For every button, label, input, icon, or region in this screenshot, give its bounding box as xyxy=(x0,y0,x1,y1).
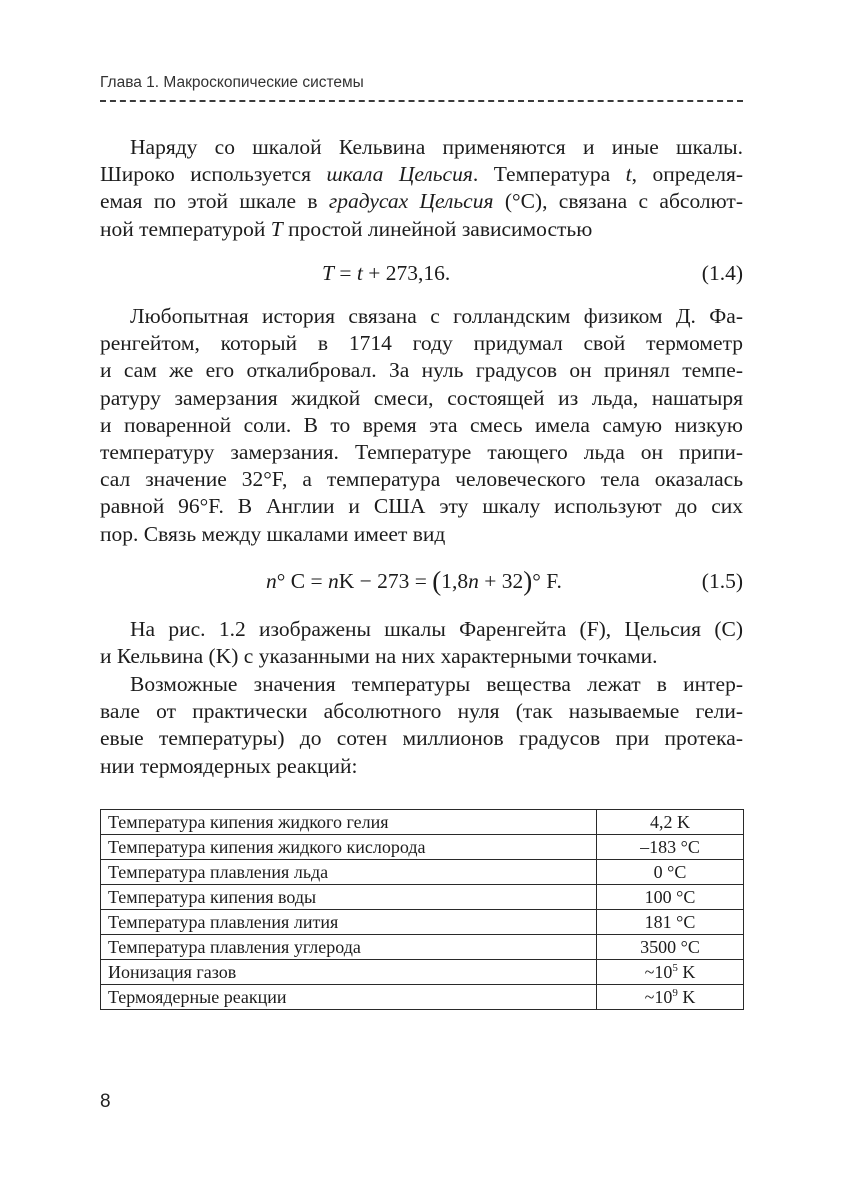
table-cell-value xyxy=(597,985,744,1010)
table-cell-label: Температура плавления льда xyxy=(101,860,597,885)
text-line: Любопытная история связана с голландским физиком Д. Фа- xyxy=(130,304,743,328)
text-line: температуру замерзания. Температуре тающего льда он припи- xyxy=(100,440,743,465)
text-run: емая по этой шкале в xyxy=(100,189,329,214)
equation-number: (1.4) xyxy=(701,261,743,285)
text-line: ренгейтом, который в 1714 году придумал свой термометр xyxy=(100,331,743,356)
text-run: ной температурой xyxy=(100,216,271,241)
table-cell-value: 0 °C xyxy=(597,860,744,885)
value-exponent: 5 xyxy=(672,962,678,974)
table-cell-value: 4,2 K xyxy=(597,810,744,835)
formula-expression xyxy=(322,258,450,288)
variable: n xyxy=(327,569,339,593)
text-line: пор. Связь между шкалами имеет вид xyxy=(100,521,446,546)
variable: T xyxy=(270,216,283,241)
table-row xyxy=(101,960,744,985)
paren: ( xyxy=(432,566,442,596)
running-header: Глава 1. Макроскопические системы xyxy=(100,74,364,91)
text-line: нии термоядерных реакций: xyxy=(100,753,358,778)
table-cell-value: –183 °C xyxy=(597,835,744,860)
formula-part: ° C = xyxy=(276,569,328,593)
temperature-table xyxy=(100,809,744,1010)
table-cell-label: Температура плавления углерода xyxy=(101,935,597,960)
variable: t xyxy=(625,162,632,187)
table-cell-value: 100 °C xyxy=(597,885,744,910)
table-cell-value: 3500 °C xyxy=(597,935,744,960)
table-cell-label: Температура плавления лития xyxy=(101,910,597,935)
text-line: и сам же его откалибровал. За нуль градусов он принял темпе- xyxy=(100,358,743,383)
paragraph-figure-ref xyxy=(100,616,743,670)
text-line: и Кельвина (K) с указанными на них характерными точками. xyxy=(100,644,658,669)
table-row xyxy=(101,910,744,935)
text-line: вале от практически абсолютного нуля (так называемые гели- xyxy=(100,699,743,724)
formula-1-5 xyxy=(100,566,743,596)
variable: t xyxy=(356,261,363,285)
formula-part: 1,8 xyxy=(441,569,469,593)
text-line: евые температуры) до сотен миллионов градусов при протека- xyxy=(100,726,743,751)
emphasis-term: градусах Цельсия xyxy=(328,189,494,214)
table-row xyxy=(101,885,744,910)
value-base: ~10 xyxy=(644,987,673,1007)
formula-part: + 32 xyxy=(478,569,524,593)
formula-part: = xyxy=(333,261,357,285)
paragraph-fahrenheit xyxy=(100,303,743,548)
equation-number: (1.5) xyxy=(701,569,743,593)
variable: T xyxy=(322,261,334,285)
text-run: , определя- xyxy=(631,162,744,187)
text-run: . Температура xyxy=(472,162,626,187)
text-line: Возможные значения температуры вещества лежат в интер- xyxy=(130,672,743,696)
text-line: ратуру замерзания жидкой смеси, состоящей из льда, нашатыря xyxy=(100,385,743,410)
paren: ) xyxy=(523,566,533,596)
text-line xyxy=(100,188,743,215)
text-line: равной 96°F. В Англии и США эту шкалу используют до сих xyxy=(100,494,743,519)
text-line: и поваренной соли. В то время эта смесь имела самую низкую xyxy=(100,412,743,437)
formula-part: + 273,16. xyxy=(362,261,451,285)
table-row xyxy=(101,810,744,835)
table-cell-label: Температура кипения жидкого гелия xyxy=(101,810,597,835)
table-cell-label: Температура кипения воды xyxy=(101,885,597,910)
text-run: (°C), связана с абсолют- xyxy=(493,189,743,214)
emphasis-term: шкала Цельсия xyxy=(326,162,473,187)
page-number: 8 xyxy=(100,1091,111,1112)
text-line: сал значение 32°F, а температура человеческого тела оказалась xyxy=(100,467,743,492)
table-row xyxy=(101,835,744,860)
formula-expression xyxy=(266,566,562,596)
table-row xyxy=(101,860,744,885)
text-line xyxy=(100,216,743,243)
variable: n xyxy=(266,569,277,593)
table-cell-label: Термоядерные реакции xyxy=(101,985,597,1010)
value-exponent: 9 xyxy=(672,987,678,999)
formula-part: ° F. xyxy=(532,569,562,593)
table-row xyxy=(101,935,744,960)
text-line: Наряду со шкалой Кельвина применяются и иные шкалы. xyxy=(130,135,743,159)
table-cell-label: Температура кипения жидкого кислорода xyxy=(101,835,597,860)
table-row xyxy=(101,985,744,1010)
value-unit: K xyxy=(677,962,696,982)
text-line xyxy=(100,161,743,188)
text-run: простой линейной зависимостью xyxy=(282,216,593,241)
table-cell-label: Ионизация газов xyxy=(101,960,597,985)
value-base: ~10 xyxy=(644,962,673,982)
text-line: На рис. 1.2 изображены шкалы Фаренгейта (F), Цельсия (C) xyxy=(130,617,743,641)
variable: n xyxy=(468,569,479,593)
value-unit: K xyxy=(677,987,696,1007)
formula-1-4 xyxy=(100,258,743,288)
formula-part: K − 273 = xyxy=(338,569,433,593)
text-run: Широко используется xyxy=(100,162,327,187)
paragraph-range xyxy=(100,671,743,780)
header-divider xyxy=(100,100,743,102)
table-cell-value: 181 °C xyxy=(597,910,744,935)
table-cell-value xyxy=(597,960,744,985)
paragraph-celsius xyxy=(100,134,743,243)
